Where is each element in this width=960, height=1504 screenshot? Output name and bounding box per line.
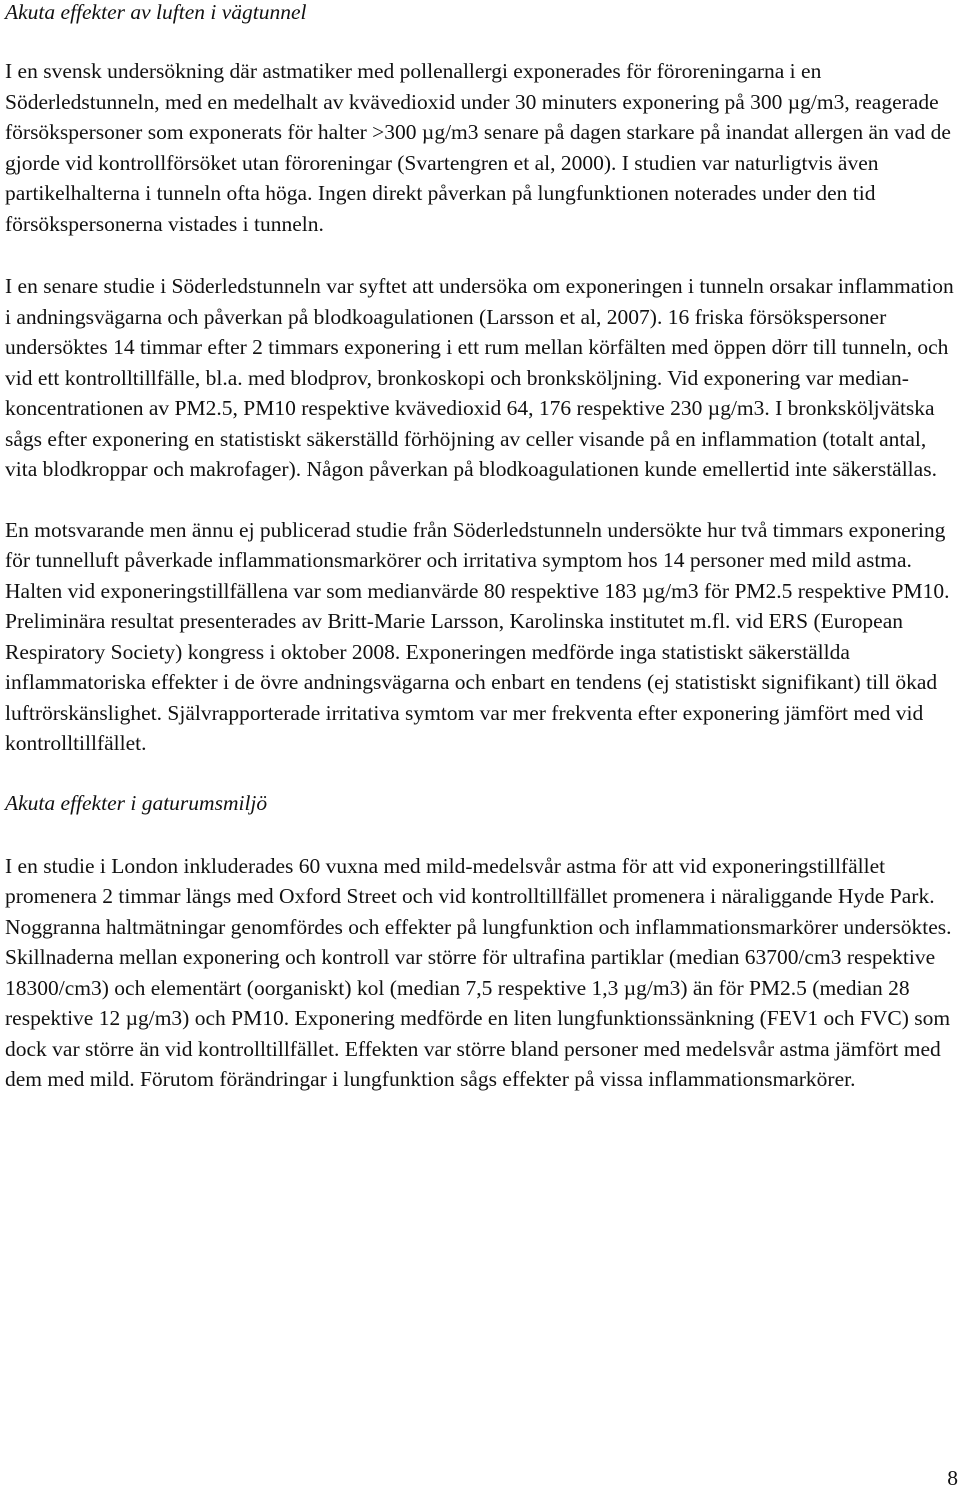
paragraph-senare-studie: I en senare studie i Söderledstunneln var syftet att undersöka om exponeringen i tunneln orsakar inflammation i andningsvägarna och påverkan på blodkoagulationen (Larsson et al, 2007). 16 friska försökspersoner undersöktes 14 timmar efter 2 timmars exponering i ett rum mellan körfälten med öppen dörr till tunneln, och vid ett kontrolltillfälle, bl.a. med blodprov, bronkoskopi och bronksköljning. Vid exponering var median-koncentrationen av PM2.5, PM10 respektive kvävedioxid 64, 176 respektive 230 µg/m3. I bronksköljvätska sågs efter exponering en statistiskt säkerställd förhöjning av celler visande på en inflammation (totalt antal, vita blodkroppar och makrofager). Någon påverkan på blodkoagulationen kunde emellertid inte säkerställas. [5,274,954,481]
page-number: 8 [947,1466,958,1490]
paragraph-motsvarande-studie: En motsvarande men ännu ej publicerad studie från Söderledstunneln undersökte hur två timmars exponering för tunnelluft påverkade inflammationsmarkörer och irritativa symptom hos 14 personer med mild astma. Halten vid exponeringstillfällena var som medianvärde 80 respektive 183 µg/m3 för PM2.5 respektive PM10. Preliminära resultat presenterades av Britt-Marie Larsson, Karolinska institutet m.fl. vid ERS (European Respiratory Society) kongress i oktober 2008. Exponeringen medförde inga statistiskt säkerställda inflammatoriska effekter i de övre andningsvägarna och enbart en tendens (ej statistiskt signifikant) till ökad luftrörskänslighet. Självrapporterade irritativa symtom var mer frekventa efter exponering jämfört med vid kontrolltillfället. [5,517,950,755]
section-heading-gaturum: Akuta effekter i gaturumsmiljö [5,790,268,815]
paragraph-london-studie: I en studie i London inkluderades 60 vuxna med mild-medelsvår astma för att vid exponeringstillfället promenera 2 timmar längs med Oxford Street och vid kontrolltillfället promenera i näraliggande Hyde Park. Noggranna haltmätningar genomfördes och effekter på lungfunktion och inflammationsmarkörer undersöktes. Skillnaderna mellan exponering och kontroll var större för ultrafina partiklar (median 63700/cm3 respektive 18300/cm3) och elementärt (oorganiskt) kol (median 7,5 respektive 1,3 µg/m3) än för PM2.5 (median 28 respektive 12 µg/m3) och PM10. Exponering medförde en liten lungfunktionssänkning (FEV1 och FVC) som dock var större än vid kontrolltillfället. Effekten var större bland personer med medelsvår astma jämfört med dem med mild. Förutom förändringar i lungfunktion sågs effekter på vissa inflammationsmarkörer. [5,853,952,1091]
document-page [5,0,955,1095]
paragraph-svensk-undersokning: I en svensk undersökning där astmatiker med pollenallergi exponerades för föroreningarna i en Söderledstunneln, med en medelhalt av kvävedioxid under 30 minuters exponering på 300 µg/m3, reagerade försökspersoner som exponerats för halter >300 µg/m3 senare på dagen starkare på inandat allergen än vad de gjorde vid kontrollförsöket utan föroreningar (Svartengren et al, 2000). I studien var naturligtvis även partikelhalterna i tunneln ofta höga. Ingen direkt påverkan på lungfunktionen noterades under den tid försökspersonerna vistades i tunneln. [5,59,951,236]
section-heading-tunnel: Akuta effekter av luften i vägtunnel [5,0,307,24]
